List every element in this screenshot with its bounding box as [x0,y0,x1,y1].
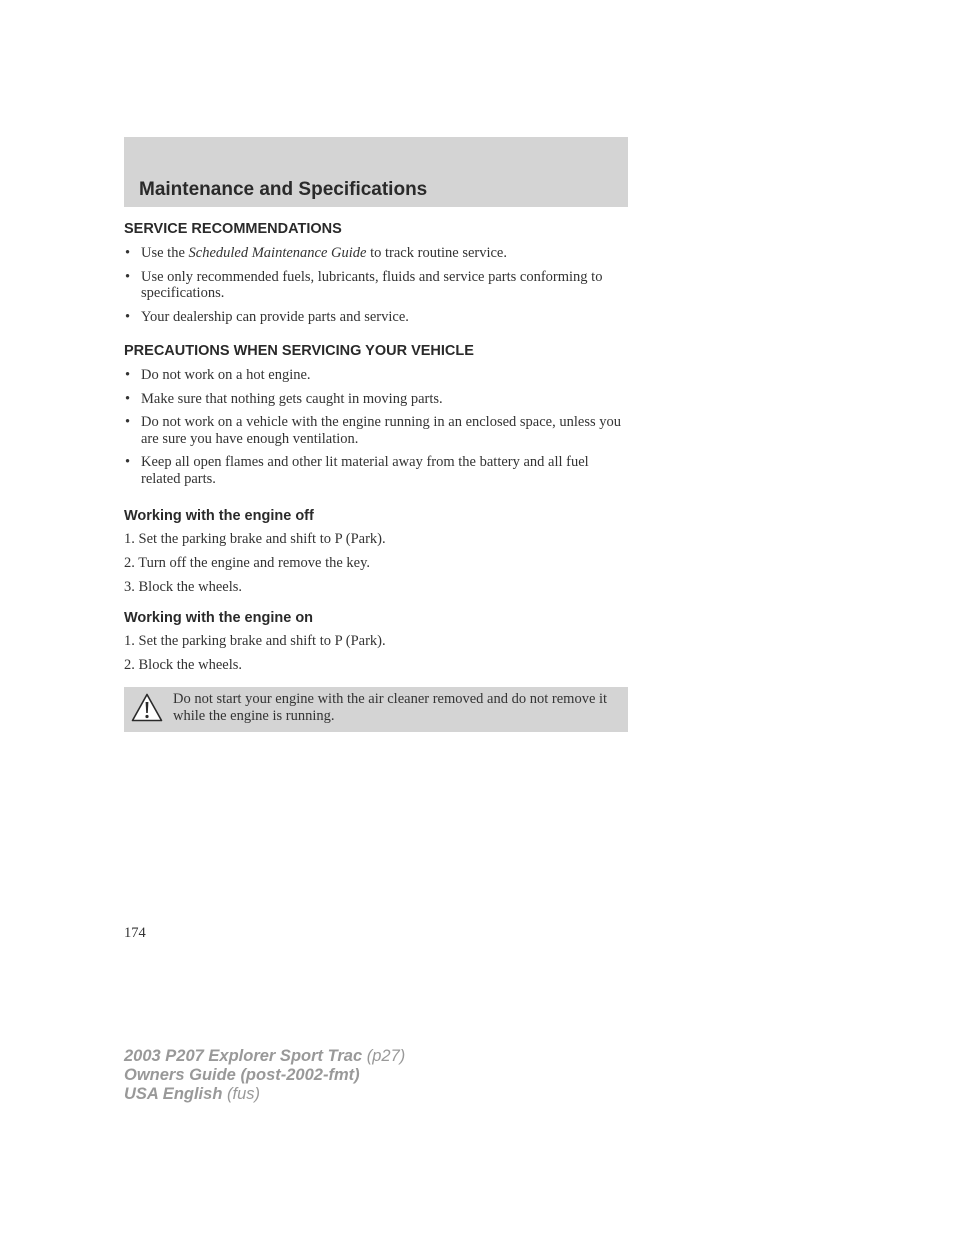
list-item: 1. Set the parking brake and shift to P (Park). [124,531,386,547]
precautions-list [124,367,628,487]
list-item: • Use only recommended fuels, lubricants, fluids and service parts conforming to specifications. [125,268,603,301]
list-item: • Your dealership can provide parts and service. [125,308,409,325]
document-footer [124,1047,405,1104]
list-item: • Keep all open flames and other lit material away from the battery and all fuel related parts. [125,454,589,487]
section-header-band [124,137,628,207]
footer-line-3: USA English (fus) [124,1085,260,1103]
page-title: Maintenance and Specifications [139,179,428,200]
engine-off-steps [124,531,628,596]
bullet-icon: • [125,414,131,430]
bullet-icon: • [125,308,131,325]
service-recommendations-heading: SERVICE RECOMMENDATIONS [124,221,342,237]
guide-title: Scheduled Maintenance Guide [188,245,367,261]
footer-line-1: 2003 P207 Explorer Sport Trac (p27) [124,1047,406,1065]
bullet-icon: • [125,367,131,383]
list-item: 2. Block the wheels. [124,656,242,673]
list-item: • Use the Scheduled Maintenance Guide to track routine service. [125,245,507,261]
warning-text: Do not start your engine with the air cleaner removed and do not remove it while the engine is running. [173,691,608,724]
list-item: 3. Block the wheels. [124,579,242,595]
engine-on-steps [124,633,628,674]
engine-on-heading: Working with the engine on [124,609,314,626]
warning-box [124,687,628,732]
bullet-icon: • [125,245,131,261]
list-item: • Do not work on a vehicle with the engine running in an enclosed space, unless you are sure you have enough ventilation. [125,414,621,447]
service-recommendations-list [124,245,628,325]
list-item: 2. Turn off the engine and remove the key. [124,555,371,571]
main-content [124,220,628,681]
engine-off-heading: Working with the engine off [124,508,314,524]
page-number: 174 [124,925,146,941]
bullet-icon: • [125,268,131,285]
bullet-icon: • [125,390,131,407]
list-item: 1. Set the parking brake and shift to P (Park). [124,632,386,649]
bullet-icon: • [125,454,131,470]
precautions-heading: PRECAUTIONS WHEN SERVICING YOUR VEHICLE [124,343,474,359]
list-item: • Make sure that nothing gets caught in moving parts. [125,390,443,407]
warning-triangle-icon [131,693,163,722]
footer-line-2: Owners Guide (post-2002-fmt) [124,1066,360,1084]
list-item: • Do not work on a hot engine. [125,367,311,383]
